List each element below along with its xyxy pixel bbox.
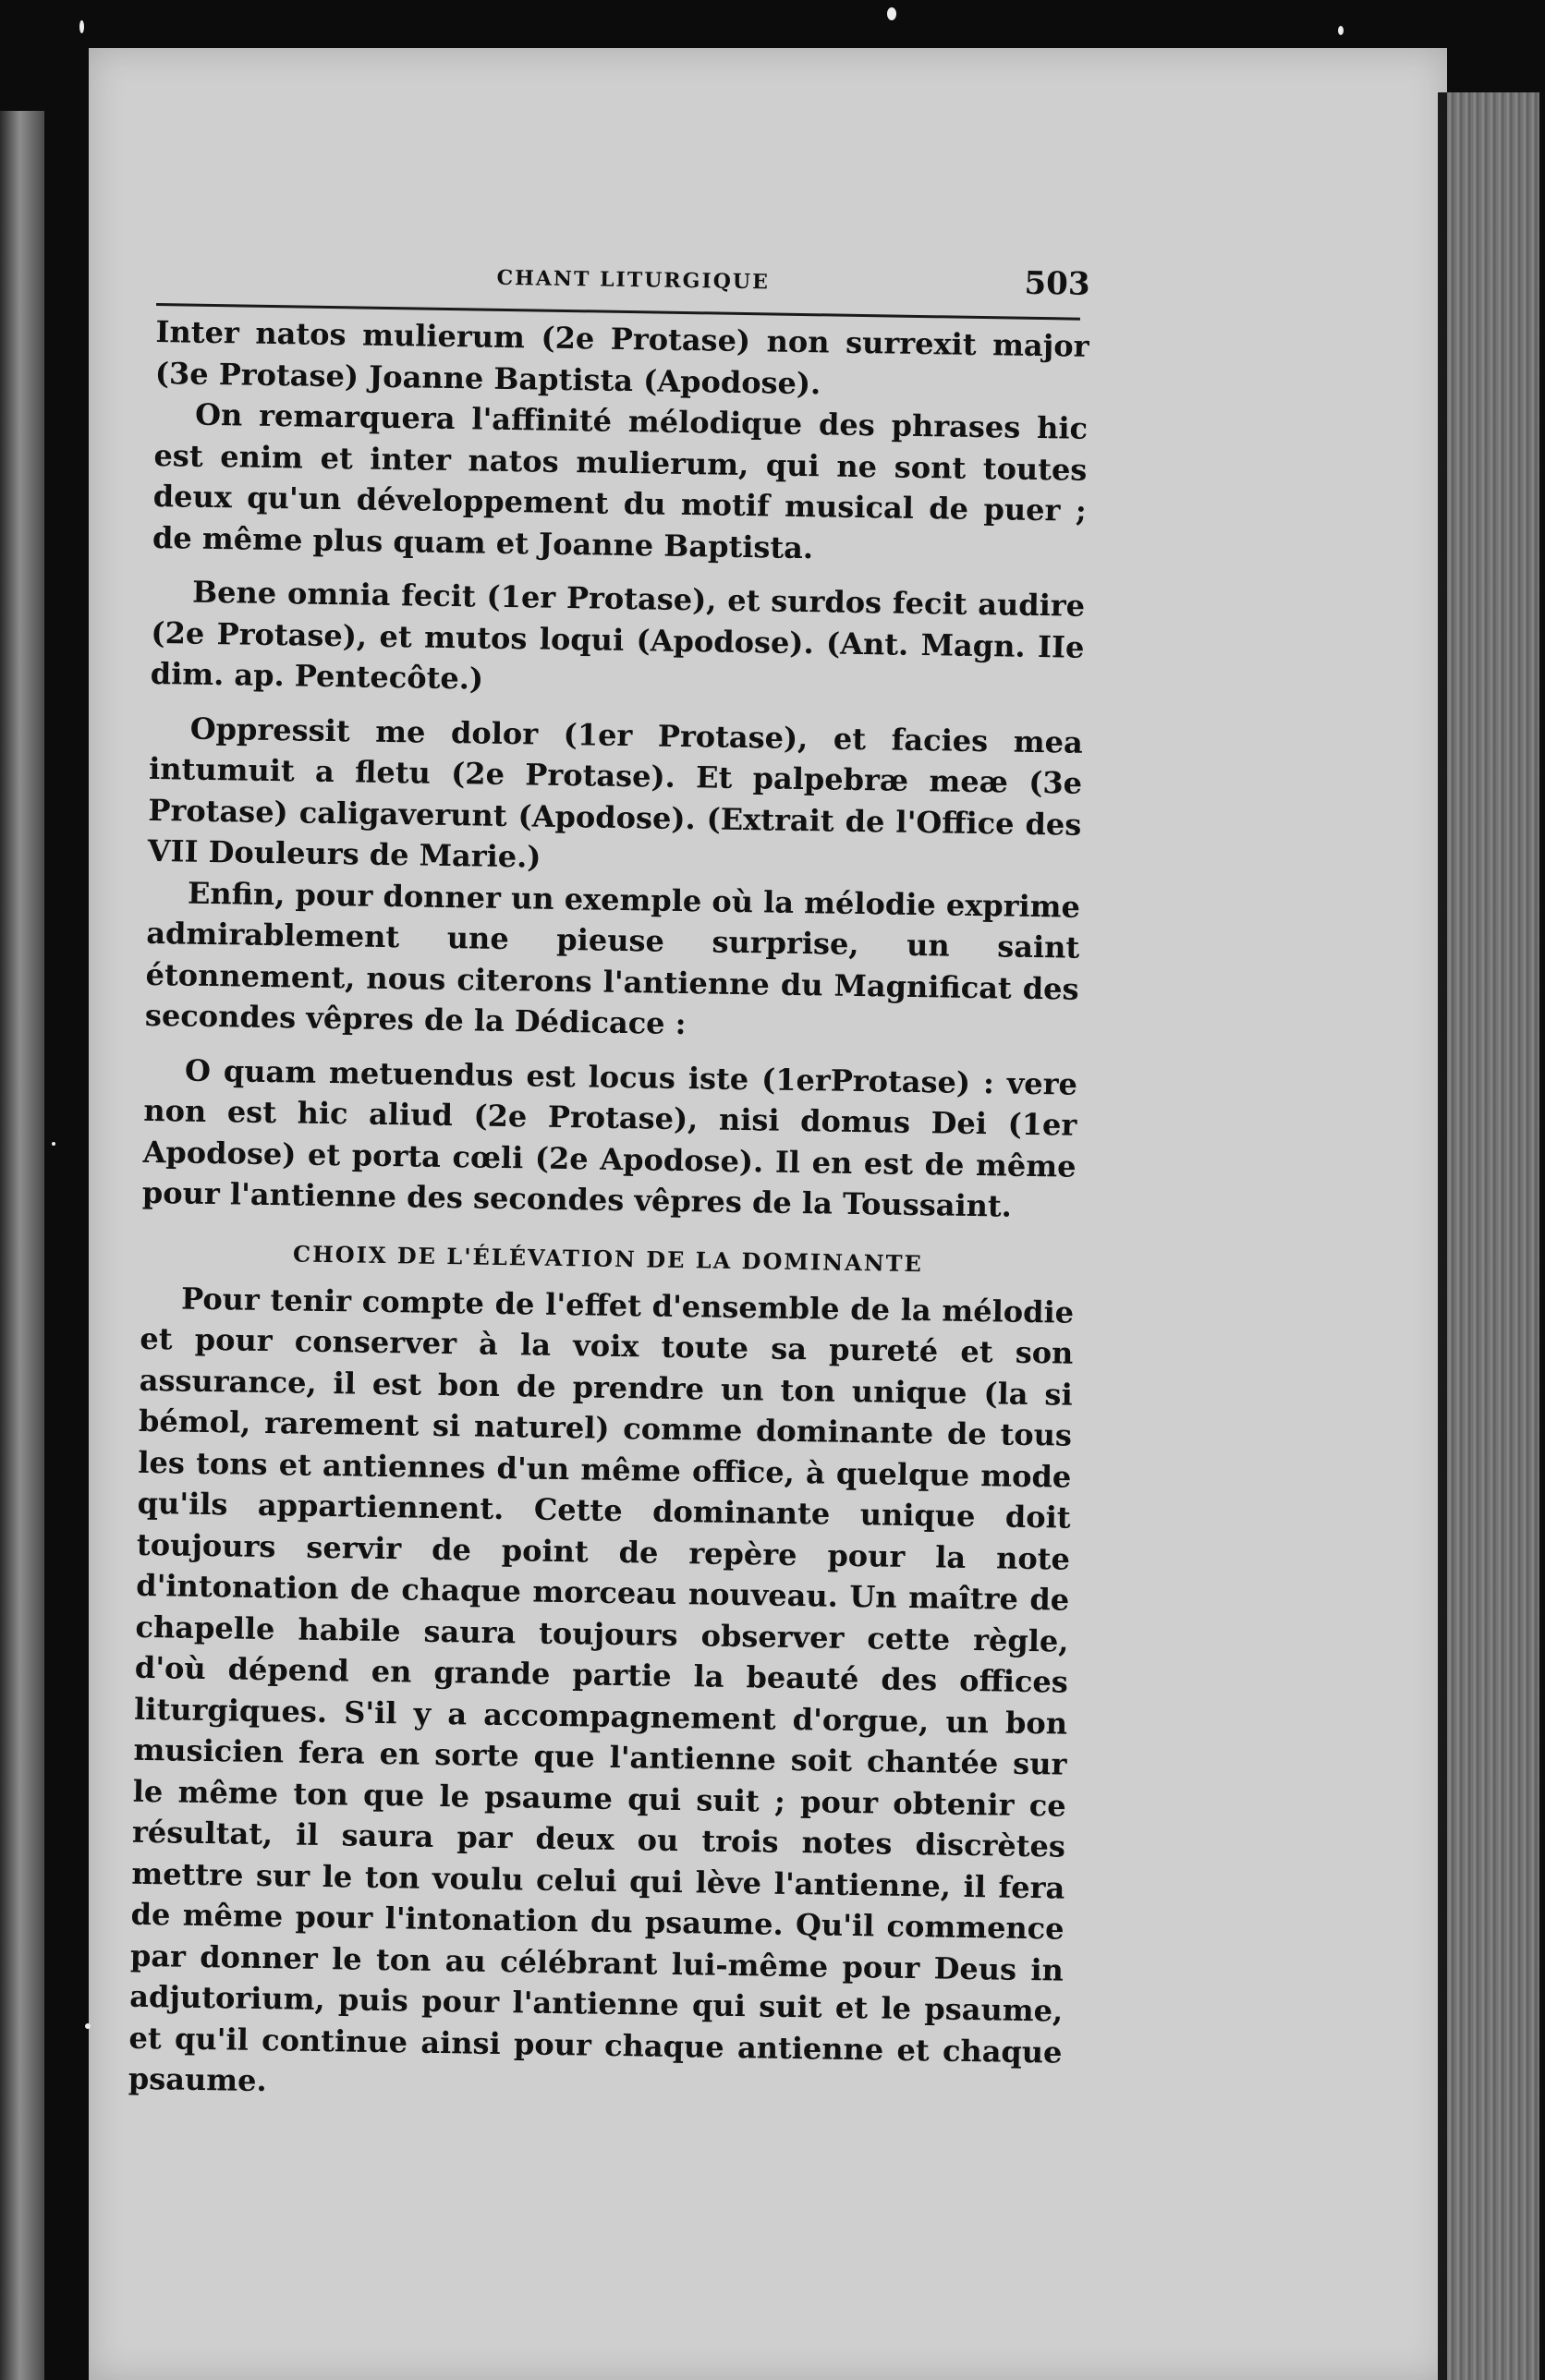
scan-speck [1338, 26, 1344, 35]
running-head: CHANT LITURGIQUE [496, 265, 771, 295]
previous-page-edge [0, 111, 44, 2380]
scan-speck [887, 7, 896, 20]
paragraph: On remarquera l'affinité mélodique des phrases hic est enim et inter natos mulierum, qui ne sont toutes deux qu'un développement du motif musical de puer ; de même plus quam et Joanne Baptista. [152, 396, 1089, 565]
paragraph: Oppressit me dolor (1er Protase), et facies mea intumuit a fletu (2e Protase). Et palpebræ meæ (3e Protase) caligaverunt (Apodose). (Extrait de l'Office des VII Douleurs de Marie.) [147, 710, 1084, 875]
body-text [128, 311, 1089, 2114]
scan-speck [52, 1142, 55, 1146]
paragraph: Inter natos mulierum (2e Protase) non surrexit major (3e Protase) Joanne Baptista (Apodose). [154, 313, 1089, 401]
section-heading: CHOIX DE L'ÉLÉVATION DE LA DOMINANTE [292, 1239, 924, 1277]
paragraph: Bene omnia fecit (1er Protase), et surdos fecit audire (2e Protase), et mutos loqui (Apodose). (Ant. Magn. IIe dim. ap. Pentecôte.) [150, 574, 1086, 697]
scan-speck [79, 20, 84, 33]
paragraph: Enfin, pour donner un exemple où la mélodie exprime admirablement une pieuse surprise, un saint étonnement, nous citerons l'antienne du Magnificat des secondes vêpres de la Dédicace : [144, 875, 1081, 1042]
page-text-block [128, 249, 1090, 2114]
book-fore-edge [1447, 92, 1539, 2380]
section-paragraph: Pour tenir compte de l'effet d'ensemble de la mélodie et pour conserver à la voix toute sa pureté et son assurance, il est bon de prendre un ton unique (la si bémol, rarement si naturel) comme dominante de tous les tons et antiennes d'un même office, à quelque mode qu'ils appartiennent. Cette dominante unique doit toujours servir de point de repère pour la note d'intonation de chaque morceau nouveau. Un maître de chapelle habile saura toujours observer cette règle, d'où dépend en grande partie la beauté des offices liturgiques. S'il y a accompagnement d'orgue, un bon musicien fera en sorte que l'antienne soit chantée sur le même ton que le psaume qui suit ; pour obtenir ce résultat, il saura par deux ou trois notes discrètes mettre sur le ton voulu celui qui lève l'antienne, il fera de même pour l'intonation du psaume. Qu'il commence par donner le ton au célébrant lui-même pour Deus in adjutorium, puis pour l'antienne qui suit et le psaume, et qu'il continue ainsi pour chaque antienne et chaque psaume. [128, 1281, 1075, 2099]
paragraph: O quam metuendus est locus iste (1erProtase) : vere non est hic aliud (2e Protase), nisi domus Dei (1er Apodose) et porta cœli (2e Apodose). Il en est de même pour l'antienne des secondes vêpres de la Toussaint. [141, 1052, 1078, 1224]
page-number: 503 [1024, 264, 1090, 303]
scan-speck [85, 2023, 91, 2029]
